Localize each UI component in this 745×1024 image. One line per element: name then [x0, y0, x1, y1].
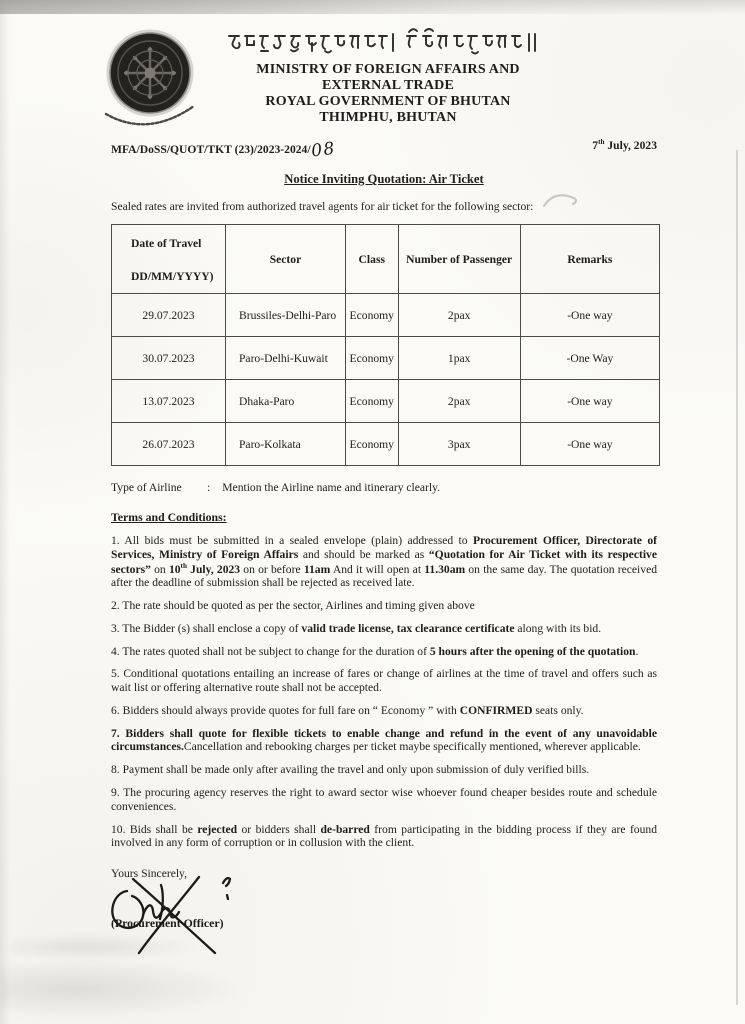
- text-segment: or bidders shall: [237, 822, 321, 836]
- text-segment: 4. The rates quoted shall not be subject to change for the duration of: [111, 644, 430, 658]
- document-body: [111, 138, 657, 931]
- signatory-title: (Procurement Officer): [111, 916, 224, 931]
- table-cell: Brussiles-Delhi-Paro: [225, 294, 345, 337]
- colon: :: [207, 481, 211, 494]
- table-row: [112, 294, 660, 337]
- term-item: [111, 763, 657, 777]
- text-segment: th: [598, 138, 605, 146]
- text-segment: Procurement Officer, Directorate of Services, Ministry of Foreign Affairs: [111, 534, 657, 561]
- type-of-airline-text: Mention the Airline name and itinerary clearly.: [222, 481, 441, 494]
- dzongkha-title: [226, 26, 550, 58]
- text-segment: from participating in the bidding process if they are found involved in any form of corruption or in collusion with the client.: [111, 822, 657, 850]
- text-segment: valid trade license, tax clearance certificate: [301, 621, 515, 635]
- text-segment: on or before: [240, 562, 304, 576]
- table-cell: -One way: [520, 294, 659, 337]
- term-item: [111, 622, 657, 636]
- ministry-name-line: THIMPHU, BHUTAN: [319, 110, 457, 125]
- bhutan-emblem-icon: [98, 28, 202, 136]
- text-segment: rejected: [197, 822, 238, 836]
- text-segment: Cancellation and rebooking charges per ticket maybe specifically mentioned, wherever applicable.: [183, 740, 641, 754]
- text-segment: 8. Payment shall be made only after availing the travel and only upon submission of duly verified bills.: [111, 763, 590, 777]
- table-row: [112, 380, 660, 423]
- reference-row: [111, 138, 657, 162]
- term-item: [111, 534, 657, 590]
- text-segment: on: [150, 562, 169, 576]
- table-cell: 1pax: [398, 337, 520, 380]
- text-segment: 3. The Bidder (s) shall enclose a copy of: [111, 621, 302, 635]
- term-item: [111, 645, 657, 659]
- table-cell: 2pax: [398, 380, 520, 423]
- text-segment: 10: [168, 562, 181, 576]
- scan-artifact-top-band: [0, 0, 745, 14]
- table-header-cell: Class: [345, 225, 398, 294]
- term-item: [111, 704, 657, 718]
- quotation-table: [111, 224, 660, 466]
- table-header-cell: Date of Travel DD/MM/YYYY): [112, 225, 226, 294]
- document-title: Notice Inviting Quotation: Air Ticket: [284, 172, 484, 186]
- terms-heading: Terms and Conditions:: [111, 510, 227, 524]
- table-header-row: [112, 225, 660, 294]
- term-item: [111, 599, 657, 613]
- text-segment: 11am: [303, 562, 331, 576]
- table-row: [112, 423, 660, 466]
- text-segment: 08: [309, 138, 337, 162]
- table-cell: Economy: [345, 380, 398, 423]
- table-cell: 13.07.2023: [112, 380, 226, 423]
- text-segment: along with its bid.: [514, 621, 602, 635]
- term-item: [111, 727, 657, 755]
- ministry-name-line: MINISTRY OF FOREIGN AFFAIRS AND: [256, 62, 520, 77]
- text-segment: th: [180, 561, 187, 570]
- type-of-airline-label: Type of Airline: [111, 481, 182, 494]
- text-segment: 5. Conditional quotations entailing an increase of fares or change of airlines at the time of travel and offers such as wait list or offering alternative route shall not be accepted.: [111, 667, 657, 695]
- signature-scribble: [103, 873, 253, 958]
- text-segment: .: [635, 644, 639, 658]
- text-segment: CONFIRMED: [459, 703, 533, 717]
- term-item: [111, 823, 657, 851]
- table-header-cell: Sector: [225, 225, 345, 294]
- text-segment: July, 2023: [186, 562, 241, 576]
- text-segment: 11.30am: [424, 562, 466, 576]
- text-segment: 6. Bidders should always provide quotes for full fare on “ Economy ” with: [111, 703, 460, 717]
- type-of-airline-note: [111, 481, 657, 494]
- closing-block: [111, 867, 657, 931]
- text-segment: And it will open at: [330, 562, 425, 576]
- text-segment: 9. The procuring agency reserves the right to award sector wise whoever found cheaper besides route and schedule conveniences.: [111, 786, 657, 813]
- table-cell: 30.07.2023: [112, 337, 226, 380]
- scan-artifact-left-edge: [0, 0, 10, 1024]
- closing-salutation: Yours Sincerely,: [111, 867, 188, 881]
- table-header-cell: Remarks: [520, 225, 659, 294]
- text-segment: MFA/DoSS/QUOT/TKT (23)/2023-2024/: [111, 143, 311, 156]
- text-segment: de-barred: [320, 822, 370, 836]
- text-segment: 7. Bidders shall quote for flexible tickets to enable change and refund in the event of any unavoidable circumstances.: [111, 726, 657, 754]
- table-cell: 3pax: [398, 423, 520, 466]
- document-date: [592, 138, 657, 152]
- table-cell: 26.07.2023: [112, 423, 226, 466]
- text-segment: and should be marked as: [298, 547, 429, 561]
- table-cell: Paro-Kolkata: [225, 423, 345, 466]
- table-cell: -One way: [520, 380, 659, 423]
- term-item: [111, 786, 657, 814]
- text-segment: on the same day. The quotation received after the deadline of submission shall be rejected as received late.: [111, 562, 658, 590]
- letterhead: [226, 26, 550, 126]
- table-body: [112, 294, 660, 466]
- table-cell: Dhaka-Paro: [225, 380, 345, 423]
- table-cell: Paro-Delhi-Kuwait: [225, 337, 345, 380]
- reference-number: [111, 138, 337, 162]
- table-row: [112, 337, 660, 380]
- text-segment: July, 2023: [604, 138, 657, 152]
- text-segment: 7: [592, 138, 599, 152]
- text-segment: 5 hours after the opening of the quotation: [429, 644, 636, 658]
- intro-text: Sealed rates are invited from authorized travel agents for air ticket for the following sector:: [111, 200, 534, 213]
- ministry-name-line: ROYAL GOVERNMENT OF BHUTAN: [265, 94, 511, 109]
- table-cell: 29.07.2023: [112, 294, 226, 337]
- table-cell: Economy: [345, 294, 398, 337]
- scan-artifact-bottom-smudge: [0, 960, 250, 1018]
- table-cell: Economy: [345, 423, 398, 466]
- table-header-cell: Number of Passenger: [398, 225, 520, 294]
- table-cell: Economy: [345, 337, 398, 380]
- text-segment: “Quotation for Air Ticket with its respective sectors”: [111, 547, 657, 576]
- table-cell: -One way: [520, 423, 659, 466]
- ministry-name-line: EXTERNAL TRADE: [321, 78, 455, 93]
- table-cell: 2pax: [398, 294, 520, 337]
- text-segment: 10. Bids shall be: [111, 822, 198, 836]
- text-segment: 2. The rate should be quoted as per the sector, Airlines and timing given above: [111, 598, 475, 612]
- scan-artifact-right-edge: [736, 150, 738, 1005]
- text-segment: 1. All bids must be submitted in a sealed envelope (plain) addressed to: [111, 534, 473, 547]
- term-item: [111, 667, 657, 695]
- text-segment: seats only.: [532, 703, 584, 717]
- table-cell: -One Way: [520, 337, 659, 380]
- terms-list: [111, 534, 657, 850]
